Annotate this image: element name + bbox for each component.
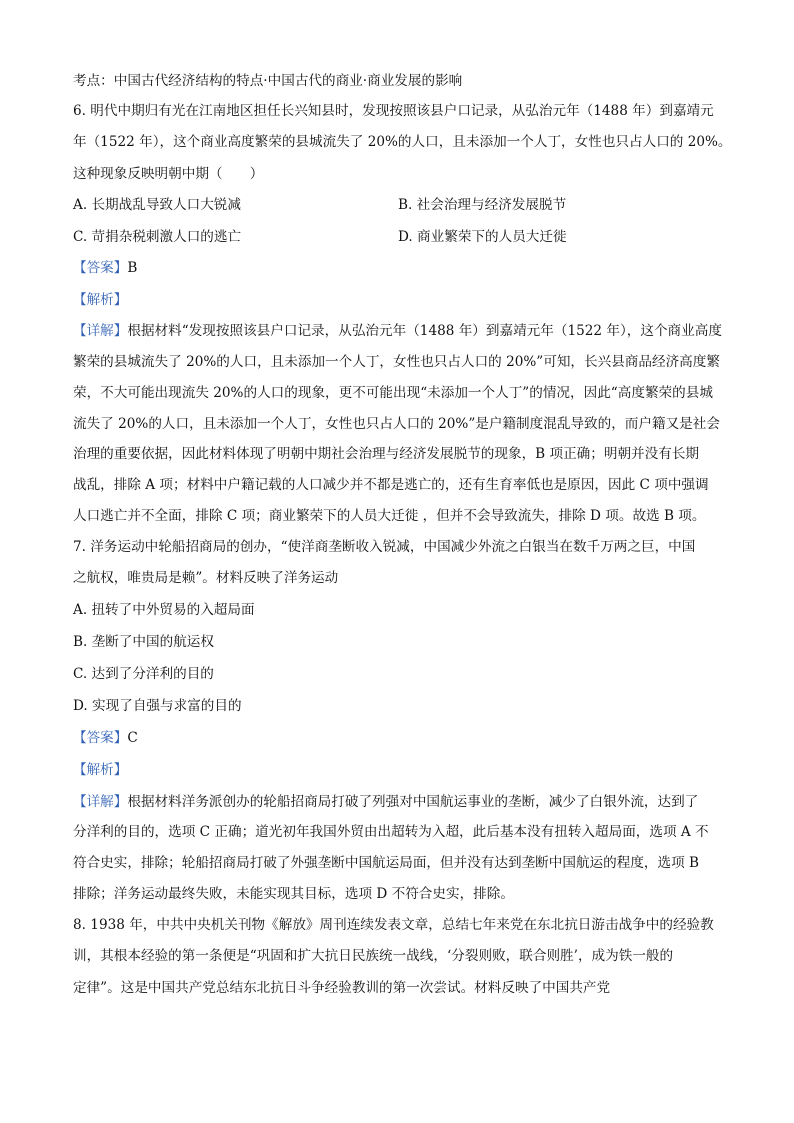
q7-stem-line-2: 之航权，唯贵局是赖”。材料反映了洋务运动 [73, 570, 339, 587]
q6-answer-value: B [127, 260, 138, 277]
q6-detail-line-1: 【详解】根据材料“发现按照该县户口记录，从弘治元年（1488 年）到嘉靖元年（1522 年），这个商业高度 [73, 323, 722, 340]
q7-stem-line-1: 7. 洋务运动中轮船招商局的创办，“使洋商垄断收入锐减，中国减少外流之白银当在数千万两之巨，中国 [73, 538, 696, 555]
q6-option-c[interactable]: C. 苛捐杂税刺激人口的逃亡 [73, 228, 242, 245]
q7-detail-line-3: 符合史实，排除；轮船招商局打破了外强垄断中国航运局面，但并没有达到垄断中国航运的程度，选项 B [73, 855, 700, 872]
question-7 [73, 538, 723, 903]
q6-stem-line-3: 这种现象反映明朝中期（ ） [73, 165, 264, 182]
q6-detail [73, 322, 723, 525]
q7-answer [73, 729, 723, 747]
question-8 [73, 916, 723, 997]
q6-option-d[interactable]: D. 商业繁荣下的人员大迁徙 [398, 228, 567, 245]
q6-options-row-2 [73, 228, 723, 246]
detail-tag: 【详解】 [73, 793, 128, 810]
answer-tag: 【答案】 [73, 260, 128, 277]
analysis-tag: 【解析】 [73, 291, 128, 308]
q6-option-b[interactable]: B. 社会治理与经济发展脱节 [398, 197, 567, 214]
topic-line: 考点：中国古代经济结构的特点·中国古代的商业·商业发展的影响 [73, 73, 463, 89]
exam-page [73, 72, 732, 1011]
q6-answer [73, 259, 723, 277]
q6-detail-line-3: 荣，不大可能出现流失 20%的人口的现象，更不可能出现“未添加一个人丁”的情况，因此“高度繁荣的县城 [73, 384, 713, 401]
question-6 [73, 102, 732, 526]
q7-answer-value: C [127, 730, 138, 747]
analysis-tag: 【解析】 [73, 761, 128, 778]
q6-detail-line-7: 人口逃亡并不全面，排除 C 项；商业繁荣下的人员大迁徙 ，但并不会导致流失，排除 D 项。故选 B 项。 [73, 508, 706, 525]
q6-detail-line-5: 治理的重要依据，因此材料体现了明朝中期社会治理与经济发展脱节的现象，B 项正确；明朝并没有长期 [73, 446, 700, 463]
q6-stem-line-1: 6. 明代中期归有光在江南地区担任长兴知县时，发现按照该县户口记录，从弘治元年（1488 年）到嘉靖元 [73, 102, 714, 119]
q6-detail-line-2: 繁荣的县城流失了 20%的人口，且未添加一个人丁，女性也只占人口的 20%”可知，长兴县商品经济高度繁 [73, 354, 720, 371]
q6-options-row-1 [73, 196, 723, 214]
q7-detail-line-4: 排除；洋务运动最终失败，未能实现其目标，选项 D 不符合史实，排除。 [73, 885, 514, 902]
q7-option-a[interactable]: A. 扭转了中外贸易的入超局面 [73, 602, 255, 619]
q7-detail-line-2: 分洋利的目的，选项 C 正确；道光初年我国外贸由出超转为入超，此后基本没有扭转入超局面，选项 A 不 [73, 824, 709, 841]
q6-stem-line-2: 年（1522 年），这个商业高度繁荣的县城流失了 20%的人口，且未添加一个人丁，女性也只占人口的 20%。 [73, 134, 732, 151]
q7-option-c[interactable]: C. 达到了分洋利的目的 [73, 666, 214, 683]
q7-option-b[interactable]: B. 垄断了中国的航运权 [73, 634, 214, 651]
q6-detail-line-6: 战乱，排除 A 项；材料中户籍记载的人口减少并不都是逃亡的，还有生育率低也是原因，因此 C 项中强调 [73, 477, 709, 494]
q7-analysis [73, 761, 723, 779]
answer-tag: 【答案】 [73, 730, 128, 747]
q7-option-d[interactable]: D. 实现了自强与求富的目的 [73, 698, 242, 715]
q6-detail-line-4: 流失了 20%的人口，且未添加一个人丁，女性也只占人口的 20%”是户籍制度混乱导致的，而户籍又是社会 [73, 415, 720, 432]
q8-stem-line-3: 定律”。这是中国共产党总结东北抗日斗争经验教训的第一次尝试。材料反映了中国共产党 [73, 979, 611, 996]
q7-detail [73, 793, 723, 903]
q7-detail-line-1: 【详解】根据材料洋务派创办的轮船招商局打破了列强对中国航运事业的垄断，减少了白银外流，达到了 [73, 793, 699, 810]
q6-analysis [73, 291, 723, 309]
detail-tag: 【详解】 [73, 323, 128, 340]
q6-option-a[interactable]: A. 长期战乱导致人口大锐减 [73, 197, 241, 214]
q8-stem-line-1: 8. 1938 年，中共中央机关刊物《解放》周刊连续发表文章，总结七年来党在东北抗日游击战争中的经验教 [73, 916, 714, 933]
q8-stem-line-2: 训，其根本经验的第一条便是“巩固和扩大抗日民族统一战线，‘分裂则败，联合则胜’，成为铁一般的 [73, 948, 674, 965]
